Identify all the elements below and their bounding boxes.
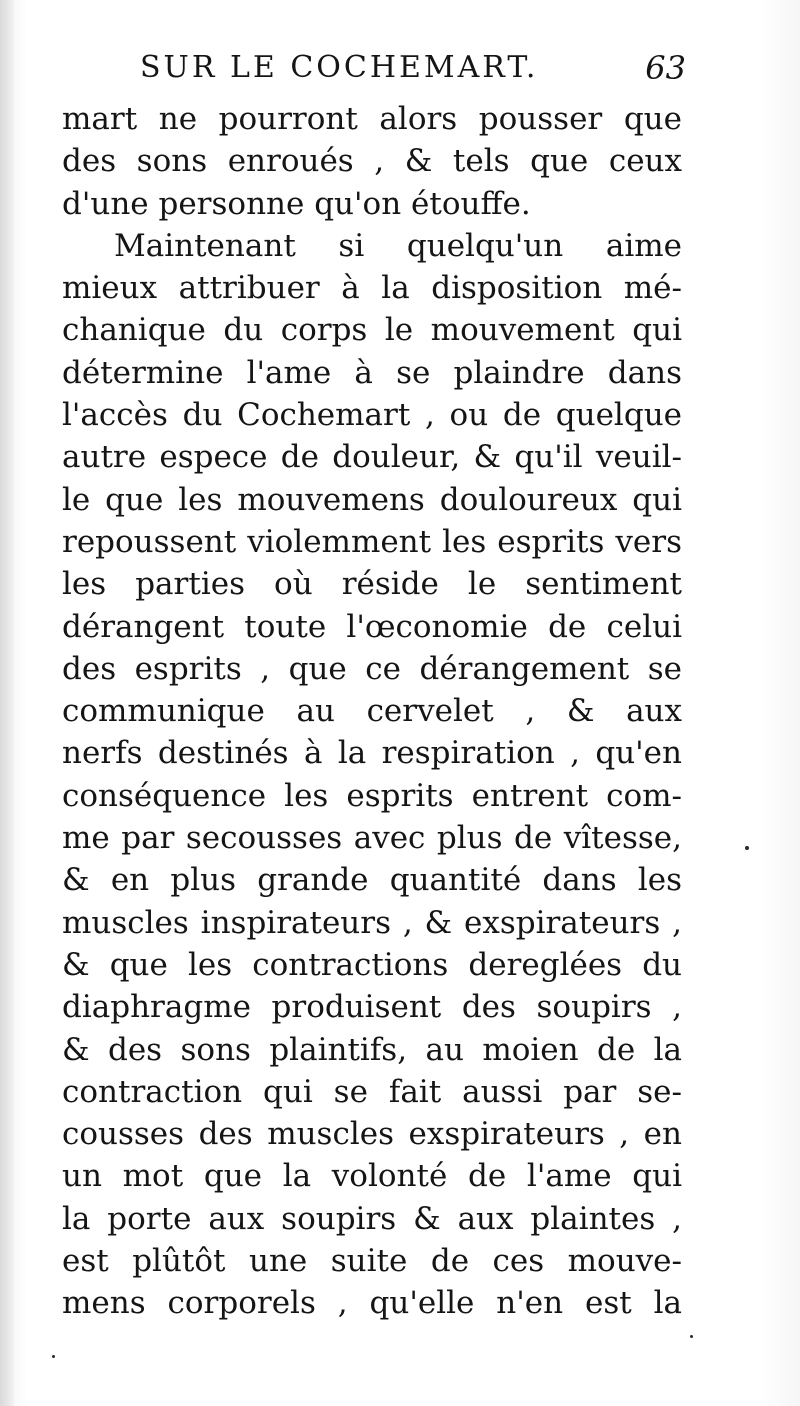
text-line: autre espece de douleur, & qu'il veuil- [62, 439, 682, 476]
page-number: 63 [645, 49, 686, 87]
text-line: des esprits , que ce dérangement se [62, 650, 682, 687]
ink-speck [690, 1335, 693, 1338]
text-line: d'une personne qu'on étouffe. [62, 185, 531, 222]
text-line: & que les contractions dereglées du [62, 946, 682, 983]
text-line: nerfs destinés à la respiration , qu'en [62, 735, 682, 772]
text-line: est plûtôt une suite de ces mouve- [62, 1243, 682, 1280]
text-line: me par secousses avec plus de vîtesse, [62, 820, 682, 857]
text-line: contraction qui se fait aussi par se- [62, 1073, 682, 1110]
text-line: muscles inspirateurs , & exspirateurs , [62, 904, 682, 941]
text-line: chanique du corps le mouvement qui [62, 312, 682, 349]
text-line: communique au cervelet , & aux [62, 693, 682, 730]
text-line: repoussent violemment les esprits vers [62, 523, 682, 560]
text-line: les parties où réside le sentiment [62, 566, 682, 603]
page-edge-shadow [0, 0, 14, 1406]
page-header [140, 46, 686, 90]
text-line: des sons enroués , & tels que ceux [62, 143, 682, 180]
text-line: cousses des muscles exspirateurs , en [62, 1116, 682, 1153]
text-line: dérangent toute l'œconomie de celui [62, 608, 682, 645]
text-line: mart ne pourront alors pousser que [62, 101, 682, 137]
text-line: le que les mouvemens douloureux qui [62, 481, 682, 518]
text-line: mieux attribuer à la disposition mé- [62, 270, 682, 307]
text-line: conséquence les esprits entrent com- [62, 777, 682, 814]
text-line: & en plus grande quantité dans les [62, 862, 682, 899]
ink-speck [52, 1355, 55, 1358]
text-line: l'accès du Cochemart , ou de quelque [62, 397, 682, 434]
text-line: & des sons plaintifs, au moien de la [62, 1031, 682, 1068]
text-line: la porte aux soupirs & aux plaintes , [62, 1200, 682, 1237]
text-line: un mot que la volonté de l'ame qui [62, 1158, 682, 1195]
body-text [62, 98, 682, 1325]
text-line: détermine l'ame à se plaindre dans [62, 354, 682, 391]
text-line: mens corporels , qu'elle n'en est la [62, 1285, 682, 1322]
ink-speck [745, 846, 749, 850]
text-line: Maintenant si quelqu'un aime [114, 227, 682, 264]
text-line: diaphragme produisent des soupirs , [62, 989, 682, 1026]
running-title: SUR LE COCHEMART. [140, 50, 539, 85]
